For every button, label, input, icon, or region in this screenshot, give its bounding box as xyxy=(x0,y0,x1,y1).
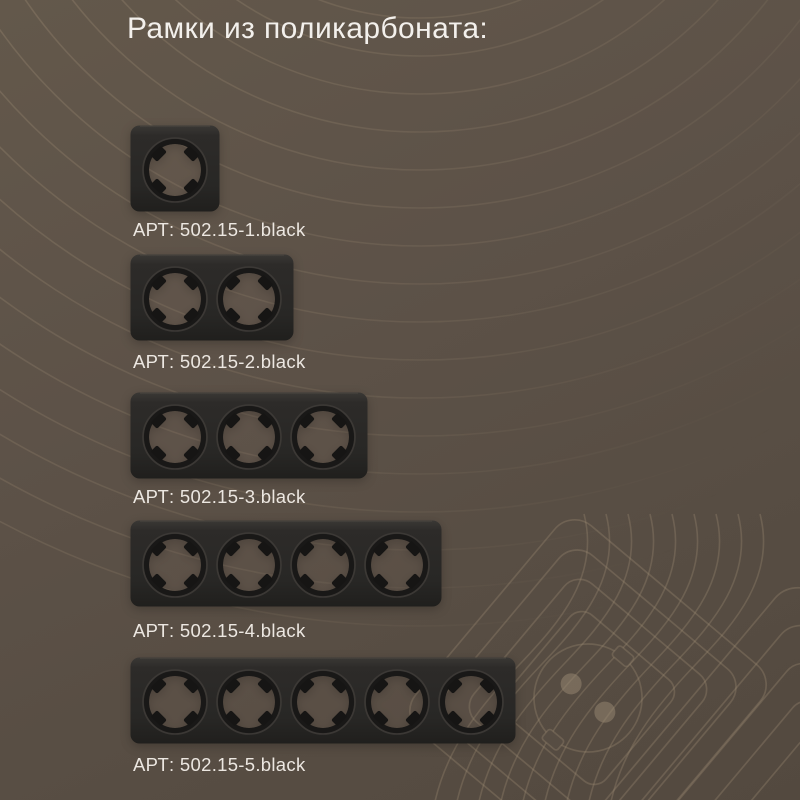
article-label: АРТ: 502.15-1.black xyxy=(133,219,306,240)
article-label: АРТ: 502.15-4.black xyxy=(133,620,306,641)
article-label: АРТ: 502.15-3.black xyxy=(133,486,306,507)
article-label: АРТ: 502.15-2.black xyxy=(133,351,306,372)
product-image-3-gang xyxy=(130,392,368,479)
product-image-4-gang xyxy=(130,520,442,607)
product-image-1-gang xyxy=(130,125,220,212)
product-image-2-gang xyxy=(130,254,294,341)
page-title: Рамки из поликарбоната: xyxy=(127,12,489,45)
product-image-5-gang xyxy=(130,657,516,744)
article-label: АРТ: 502.15-5.black xyxy=(133,754,306,775)
